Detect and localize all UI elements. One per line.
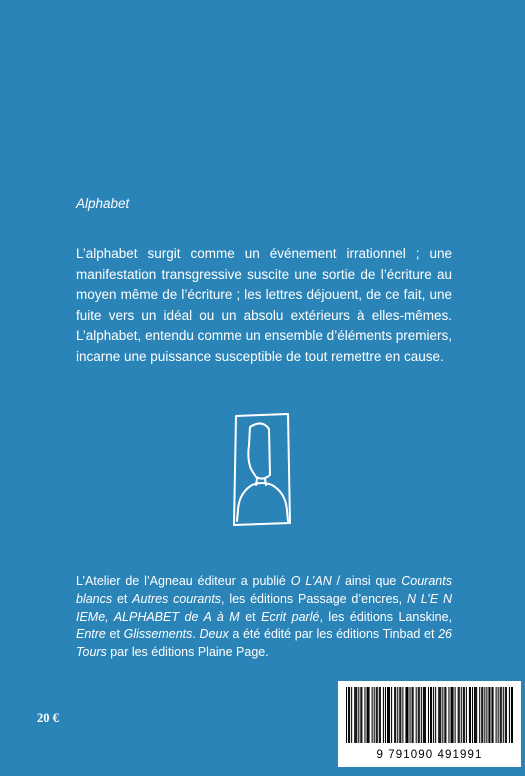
barcode-bar bbox=[405, 687, 406, 743]
barcode-bar bbox=[400, 687, 401, 743]
barcode-bar bbox=[425, 687, 426, 743]
publisher-note-segment: O L’AN bbox=[290, 574, 332, 588]
barcode-bar bbox=[399, 687, 400, 743]
barcode-bar bbox=[380, 687, 381, 743]
barcode-bar bbox=[433, 687, 434, 743]
barcode-bar bbox=[431, 687, 432, 743]
barcode-bar bbox=[491, 687, 492, 743]
barcode-bar bbox=[464, 687, 465, 743]
publisher-note-segment: par les éditions Plaine Page. bbox=[106, 645, 269, 660]
barcode-bar bbox=[368, 687, 369, 743]
publisher-note-segment: N L’E N IEMe, ALPHABET de A à M bbox=[76, 591, 452, 624]
publisher-note-segment: Autres courants bbox=[132, 591, 222, 606]
barcode-bar bbox=[354, 687, 355, 743]
barcode-bar bbox=[388, 687, 389, 743]
barcode-bar bbox=[493, 687, 494, 743]
barcode-bar bbox=[358, 687, 359, 743]
barcode-bar bbox=[512, 687, 513, 743]
barcode-bar bbox=[482, 687, 483, 743]
barcode-bar bbox=[444, 687, 445, 743]
publisher-note-segment: Entre bbox=[76, 627, 106, 642]
barcode-bar bbox=[423, 687, 424, 743]
barcode-bar bbox=[421, 687, 422, 743]
barcode-bar bbox=[439, 687, 440, 743]
barcode-bar bbox=[419, 687, 420, 743]
barcode-bar bbox=[486, 687, 487, 743]
barcode-bar bbox=[389, 687, 390, 743]
publisher-note-segment: a été édité par les éditions Tinbad et bbox=[228, 627, 439, 642]
publisher-note-segment: et bbox=[112, 591, 133, 606]
barcode-bar bbox=[435, 687, 436, 743]
barcode-bar bbox=[479, 687, 480, 743]
barcode-bar bbox=[501, 687, 502, 743]
barcode-bar bbox=[466, 687, 467, 743]
barcode-bar bbox=[452, 687, 453, 743]
barcode-bar bbox=[376, 687, 377, 743]
barcode-bar bbox=[416, 687, 417, 743]
barcode-bar bbox=[481, 687, 482, 743]
publisher-note-segment: et bbox=[105, 627, 124, 642]
barcode-bar bbox=[385, 687, 386, 743]
barcode-bar bbox=[360, 687, 361, 743]
barcode-bar bbox=[488, 687, 489, 743]
barcode-bar bbox=[397, 687, 398, 743]
publisher-note-segment: Deux bbox=[199, 627, 229, 642]
barcode-bar bbox=[406, 687, 407, 743]
publisher-note bbox=[76, 573, 452, 662]
barcode-bar bbox=[377, 687, 378, 743]
barcode-bar bbox=[412, 687, 413, 743]
barcode-bar bbox=[374, 687, 375, 743]
barcode-bar bbox=[361, 687, 362, 743]
barcode-bar bbox=[445, 687, 446, 743]
barcode-bar bbox=[369, 687, 370, 743]
barcode-bar bbox=[418, 687, 419, 743]
barcode-bar bbox=[394, 687, 395, 743]
isbn-barcode bbox=[338, 681, 521, 767]
barcode-bar bbox=[469, 687, 470, 743]
barcode-bar bbox=[410, 687, 411, 743]
barcode-bar bbox=[498, 687, 499, 743]
barcode-bar bbox=[395, 687, 396, 743]
barcode-bar bbox=[461, 687, 462, 743]
barcode-bar bbox=[351, 687, 352, 743]
barcode-bar bbox=[474, 687, 475, 743]
barcode-bar bbox=[379, 687, 380, 743]
barcode-bar bbox=[413, 687, 414, 743]
section-title: Alphabet bbox=[76, 196, 130, 211]
barcode-bar bbox=[463, 687, 464, 743]
publisher-note-segment: Courants blancs bbox=[76, 574, 452, 606]
barcode-bar bbox=[356, 687, 357, 743]
barcode-bar bbox=[455, 687, 456, 743]
barcode-bar bbox=[442, 687, 443, 743]
publisher-note-segment: Ecrit parlé bbox=[261, 609, 320, 624]
barcode-bar bbox=[509, 687, 510, 743]
barcode-bar bbox=[505, 687, 506, 743]
barcode-bar bbox=[428, 687, 429, 743]
barcode-bar bbox=[424, 687, 425, 743]
barcode-bar bbox=[346, 687, 347, 743]
barcode-bar bbox=[496, 687, 497, 743]
figure-in-frame-icon bbox=[232, 413, 292, 527]
barcode-bar bbox=[407, 687, 408, 743]
barcode-bar bbox=[472, 687, 473, 743]
barcode-bar bbox=[511, 687, 512, 743]
barcode-bar bbox=[364, 687, 365, 743]
barcode-bar bbox=[484, 687, 485, 743]
barcode-bar bbox=[355, 687, 356, 743]
barcode-bar bbox=[451, 687, 452, 743]
barcode-bar bbox=[438, 687, 439, 743]
barcode-bar bbox=[475, 687, 476, 743]
barcode-bar bbox=[391, 687, 392, 743]
barcode-bar bbox=[387, 687, 388, 743]
barcode-bar bbox=[503, 687, 504, 743]
barcode-bar bbox=[459, 687, 460, 743]
barcode-bar bbox=[440, 687, 441, 743]
publisher-note-segment: et bbox=[239, 609, 262, 624]
publisher-note-segment: . bbox=[192, 627, 200, 642]
publisher-note-segment: / ainsi que bbox=[331, 574, 402, 588]
barcode-bar bbox=[372, 687, 373, 743]
barcode-bar bbox=[458, 687, 459, 743]
barcode-bar bbox=[476, 687, 477, 743]
publisher-note-segment: , les éditions Lanskine, bbox=[319, 609, 452, 624]
barcode-bar bbox=[348, 687, 349, 743]
publisher-note-segment: L’Atelier de l’Agneau éditeur a publié bbox=[76, 574, 291, 588]
barcode-bar bbox=[500, 687, 501, 743]
barcode-bar bbox=[349, 687, 350, 743]
barcode-bar bbox=[470, 687, 471, 743]
publisher-note-segment: Glissements bbox=[123, 627, 193, 642]
barcode-bar bbox=[453, 687, 454, 743]
publisher-note-segment: 26 Tours bbox=[76, 627, 452, 660]
barcode-bar bbox=[489, 687, 490, 743]
back-cover-blurb: L’alphabet surgit comme un événement irrationnel ; une manifestation transgressive suscite une sortie de l’écriture au moyen même de l’écriture ; les lettres déjouent, de ce fait, une fuite vers un idéal ou un absolu extérieurs à elles-mêmes. L’alphabet, entendu comme un ensemble d’éléments premiers, incarne une puissance susceptible de tout remettre en cause. bbox=[76, 246, 452, 364]
barcode-bar bbox=[402, 687, 403, 743]
barcode-bar bbox=[506, 687, 507, 743]
barcode-bar bbox=[448, 687, 449, 743]
barcode-bar bbox=[383, 687, 384, 743]
barcode-bar bbox=[430, 687, 431, 743]
barcode-bars bbox=[346, 687, 513, 743]
barcode-bar bbox=[366, 687, 367, 743]
publisher-note-segment: , les éditions Passage d’encres, bbox=[221, 591, 407, 606]
isbn-number: 9 791090 491991 bbox=[376, 749, 483, 761]
price-label: 20 € bbox=[37, 711, 59, 725]
